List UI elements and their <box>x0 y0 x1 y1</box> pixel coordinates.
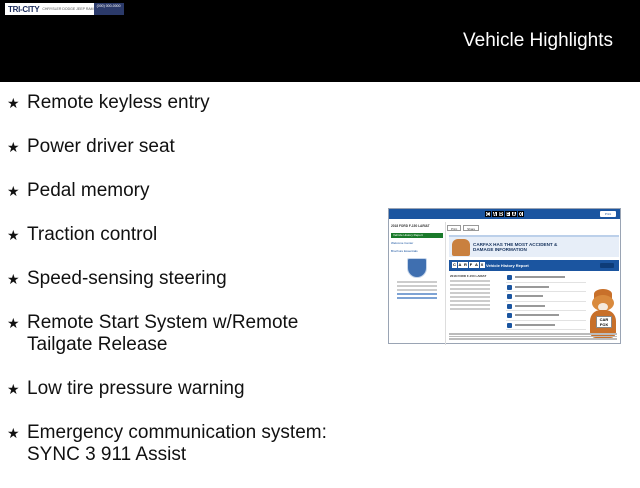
feature-text: Traction control <box>27 224 158 245</box>
star-icon: ★ <box>7 139 20 155</box>
carfax-badge-letter: R <box>464 262 467 267</box>
carfax-logo-letter: X <box>518 212 523 218</box>
report-icon <box>507 304 512 309</box>
carfax-nav-item: Welcome Center <box>391 241 414 245</box>
carfax-view-button <box>600 263 614 268</box>
dealer-logo-tagline: CHRYSLER DODGE JEEP RAM <box>42 7 94 11</box>
carfax-logo-letter: R <box>499 212 503 218</box>
feature-text: Remote keyless entry <box>27 92 210 113</box>
star-icon: ★ <box>7 271 20 287</box>
star-icon: ★ <box>7 315 20 331</box>
feature-item <box>7 378 367 400</box>
carfax-print-button: Print <box>600 211 616 217</box>
carfax-banner-title: CARFAX HAS THE MOST ACCIDENT & DAMAGE INFORMATION <box>473 242 558 252</box>
carfax-footer-text <box>449 332 617 341</box>
carfax-tab: Print <box>447 225 461 231</box>
list-item <box>506 273 586 283</box>
shield-icon <box>407 258 427 278</box>
carfax-logo-letter: C <box>486 212 490 218</box>
feature-text: Remote Start System w/Remote Tailgate Release <box>27 312 299 355</box>
dealer-logo[interactable] <box>5 3 121 15</box>
feature-item <box>7 224 367 246</box>
carfax-sidebar-lines <box>391 281 443 299</box>
carfax-tab: Share <box>463 225 479 231</box>
feature-item <box>7 92 367 114</box>
carfax-logo-letter: F <box>505 212 510 218</box>
carfax-banner <box>449 235 619 257</box>
feature-item <box>7 422 367 466</box>
list-item <box>506 302 586 312</box>
carfax-nav-item: Brochure Essentials <box>391 249 418 253</box>
star-icon: ★ <box>7 227 20 243</box>
fox-icon <box>452 239 470 256</box>
carfax-badge-letter: X <box>480 262 484 267</box>
carfax-logo-letter: A <box>492 212 497 218</box>
page-title: Vehicle Highlights <box>463 30 613 51</box>
feature-item <box>7 312 367 356</box>
carfax-details-title: 2018 FORD F-150 LARIAT <box>450 274 487 278</box>
carfax-badge-letter: A <box>458 262 462 267</box>
feature-text: Emergency communication system: SYNC 3 911 Assist <box>27 422 327 465</box>
list-item <box>506 292 586 302</box>
feature-item <box>7 268 367 290</box>
star-icon: ★ <box>7 183 20 199</box>
dealer-logo-name: TRI-CITY <box>8 4 40 14</box>
report-icon <box>507 294 512 299</box>
dealer-logo-phone: (000) 000-0000 <box>94 3 124 15</box>
carfax-logo <box>485 211 524 217</box>
carfax-badge <box>452 262 485 268</box>
carfax-history-items <box>506 273 586 330</box>
carfax-report-bar <box>449 260 619 271</box>
carfax-logo-letter: A <box>512 212 516 218</box>
star-icon: ★ <box>7 95 20 111</box>
carfax-tabs <box>447 225 481 231</box>
carfax-vehicle-details <box>449 273 504 329</box>
carfax-sidebar <box>389 222 446 345</box>
carfax-badge-letter: A <box>475 262 478 267</box>
star-icon: ★ <box>7 425 20 441</box>
page-header <box>0 0 640 82</box>
feature-item <box>7 180 367 202</box>
feature-text: Low tire pressure warning <box>27 378 245 399</box>
carfax-nav-item-active: Vehicle History Report <box>391 233 443 238</box>
feature-list <box>7 92 367 488</box>
list-item <box>506 311 586 321</box>
carfax-report-thumbnail[interactable] <box>388 208 621 344</box>
feature-text: Speed-sensing steering <box>27 268 227 289</box>
list-item <box>506 321 586 331</box>
report-icon <box>507 323 512 328</box>
carfox-sign: CAR FOX <box>596 316 612 328</box>
carfax-badge-letter: F <box>469 262 473 267</box>
carfax-report-label: Vehicle History Report <box>486 263 529 268</box>
feature-text: Pedal memory <box>27 180 150 201</box>
carfax-vehicle-title: 2018 FORD F-150 LARIAT <box>391 224 430 228</box>
carfax-topbar <box>389 209 620 219</box>
list-item <box>506 283 586 293</box>
report-icon <box>507 313 512 318</box>
star-icon: ★ <box>7 381 20 397</box>
carfax-badge-letter: C <box>453 262 456 267</box>
feature-item <box>7 136 367 158</box>
feature-text: Power driver seat <box>27 136 175 157</box>
report-icon <box>507 275 512 280</box>
report-icon <box>507 285 512 290</box>
